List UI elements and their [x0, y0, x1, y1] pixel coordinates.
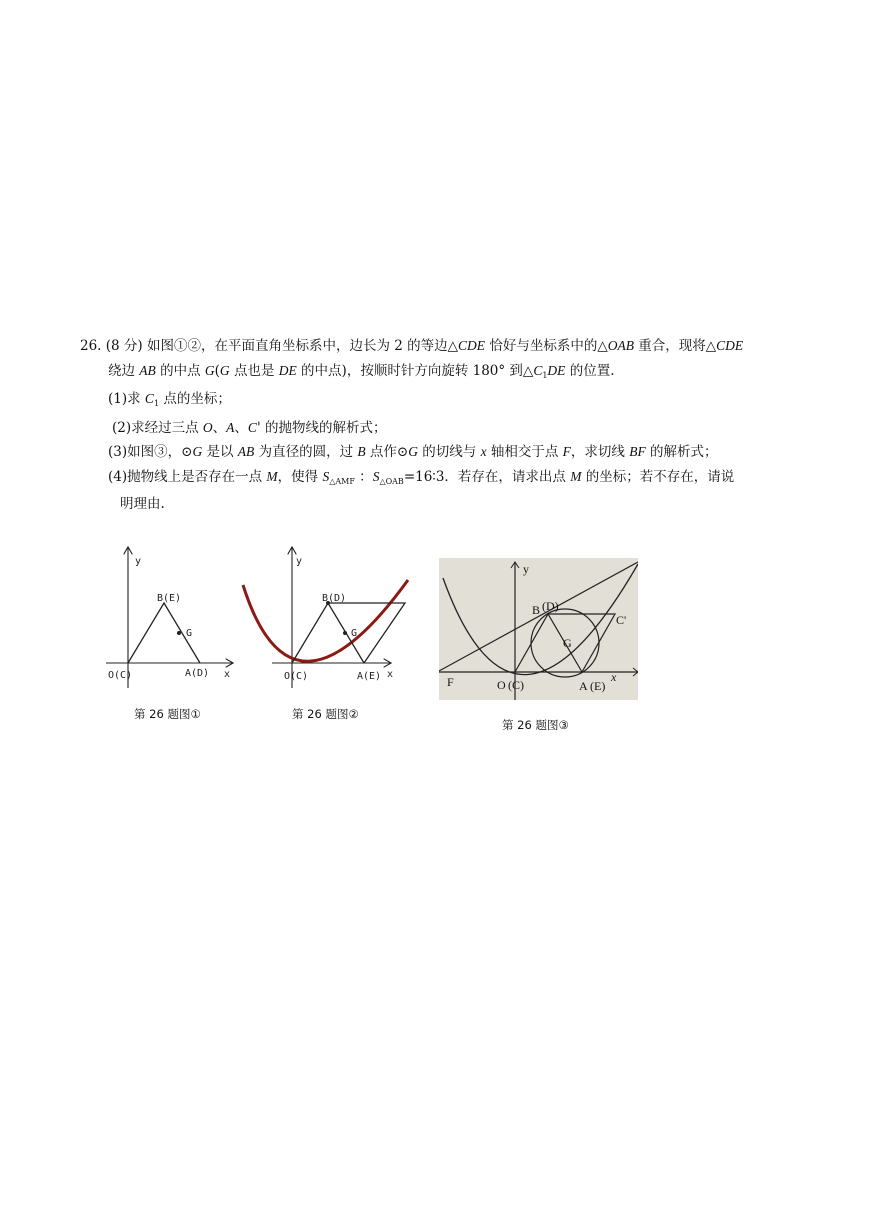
q-var: S — [372, 468, 380, 484]
q-var: C — [533, 362, 543, 378]
q-var: OAB — [607, 338, 634, 353]
q-var: B — [357, 444, 366, 459]
q-text: 、 — [234, 419, 248, 436]
q-text: 的坐标；若不存在，请说 — [581, 468, 735, 485]
q-text: (4)抛物线上是否存在一点 — [108, 468, 267, 485]
q-var: CDE — [458, 338, 486, 353]
label-e: (E) — [590, 679, 606, 693]
label-o: O — [497, 678, 506, 692]
label-y: y — [135, 556, 142, 567]
q-text: 轴相交于点 — [486, 444, 563, 460]
label-b: B — [532, 603, 541, 617]
question-part-3 — [80, 440, 800, 465]
q-text: 为直径的圆，过 — [254, 444, 358, 460]
label-f: F — [447, 675, 454, 689]
label-c: (C) — [508, 678, 524, 692]
label-o: O(C) — [284, 671, 309, 682]
q-text: 点也是 — [229, 362, 279, 379]
q-text: 恰好与坐标系中的△ — [485, 338, 608, 354]
figure-1 — [100, 540, 240, 690]
question-line-1 — [80, 334, 800, 359]
q-var: x — [480, 444, 487, 459]
label-g: G — [351, 628, 358, 639]
q-text: 点的坐标； — [159, 391, 231, 407]
q-text: 绕边 — [108, 362, 140, 379]
q-sub: 1 — [542, 370, 548, 380]
q-text: =16∶3．若存在，请求出点 — [403, 468, 571, 485]
label-c-prime: C' — [616, 613, 627, 627]
q-text: (1)求 — [108, 391, 145, 407]
label-b: B(D) — [322, 593, 347, 604]
triangle-c1de — [328, 603, 405, 663]
q-var: G — [204, 362, 215, 378]
label-a: A(E) — [357, 671, 382, 682]
q-var: M — [266, 468, 278, 484]
figure-3-caption: 第 26 题图③ — [502, 718, 569, 732]
question-part-4-cont: 明理由. — [120, 496, 165, 512]
q-text: 重合，现将△ — [633, 338, 717, 354]
q-text: 是以 — [202, 444, 238, 460]
scan-background — [439, 558, 638, 700]
label-a: A(D) — [185, 668, 210, 679]
q-text: 的中点)，按顺时针方向旋转 180° 到△ — [296, 362, 534, 379]
q-var: DE — [547, 362, 566, 378]
q-sub: 1 — [153, 399, 160, 408]
q-text: 的切线与 — [417, 444, 481, 460]
figure-2-caption: 第 26 题图② — [292, 707, 359, 721]
label-x: x — [224, 669, 231, 680]
q-sub: △OAB — [379, 476, 404, 486]
question-part-1 — [80, 387, 800, 416]
q-text: ，使得 — [277, 468, 323, 485]
q-text: 的解析式； — [645, 444, 718, 460]
label-x: x — [387, 669, 394, 680]
q-text: ： — [354, 468, 373, 485]
figure-2 — [238, 540, 418, 690]
q-text: 的中点 — [155, 362, 205, 379]
question-26 — [80, 334, 800, 517]
label-o: O(C) — [108, 670, 133, 681]
label-d: (D) — [542, 599, 559, 613]
label-g: G — [563, 636, 572, 650]
q-var: AB — [139, 362, 156, 378]
q-var: C — [144, 391, 154, 406]
q-text: 的抛物线的解析式； — [260, 419, 387, 436]
q-var: DE — [278, 362, 297, 378]
question-line-2 — [80, 359, 800, 388]
question-part-2 — [80, 416, 800, 441]
q-var: CDE — [716, 338, 744, 353]
q-var: O — [202, 419, 213, 435]
q-var: C — [247, 419, 257, 435]
q-var: AB — [237, 444, 255, 459]
q-text: ( — [214, 362, 220, 379]
label-y: y — [523, 562, 529, 576]
question-part-4 — [80, 465, 800, 494]
q-var: S — [322, 468, 330, 484]
q-var: BF — [629, 444, 646, 459]
q-text: (3)如图③，⊙ — [108, 444, 193, 460]
figure-3 — [439, 558, 638, 700]
q-var: F — [562, 444, 571, 459]
q-var: G — [219, 362, 230, 378]
q-sub: △AMF — [329, 476, 355, 486]
label-g: G — [186, 628, 193, 639]
label-x: x — [611, 670, 617, 684]
point-g — [343, 631, 347, 635]
q-text: 26. (8 分) 如图①②，在平面直角坐标系中，边长为 2 的等边△ — [80, 338, 459, 354]
q-text: 、 — [212, 419, 227, 436]
q-var: G — [408, 444, 418, 459]
figure-1-caption: 第 26 题图① — [134, 707, 201, 721]
label-a: A — [579, 679, 588, 693]
q-text: (2)求经过三点 — [112, 419, 203, 436]
point-g — [177, 631, 181, 635]
label-y: y — [296, 556, 303, 567]
q-var: G — [192, 444, 203, 459]
q-text: ' — [256, 419, 261, 436]
q-text: ，求切线 — [570, 444, 630, 460]
q-var: M — [570, 468, 582, 484]
q-text: 的位置. — [565, 362, 615, 379]
label-b: B(E) — [157, 593, 182, 604]
q-var: A — [226, 419, 235, 435]
q-text: 点作⊙ — [365, 444, 409, 460]
